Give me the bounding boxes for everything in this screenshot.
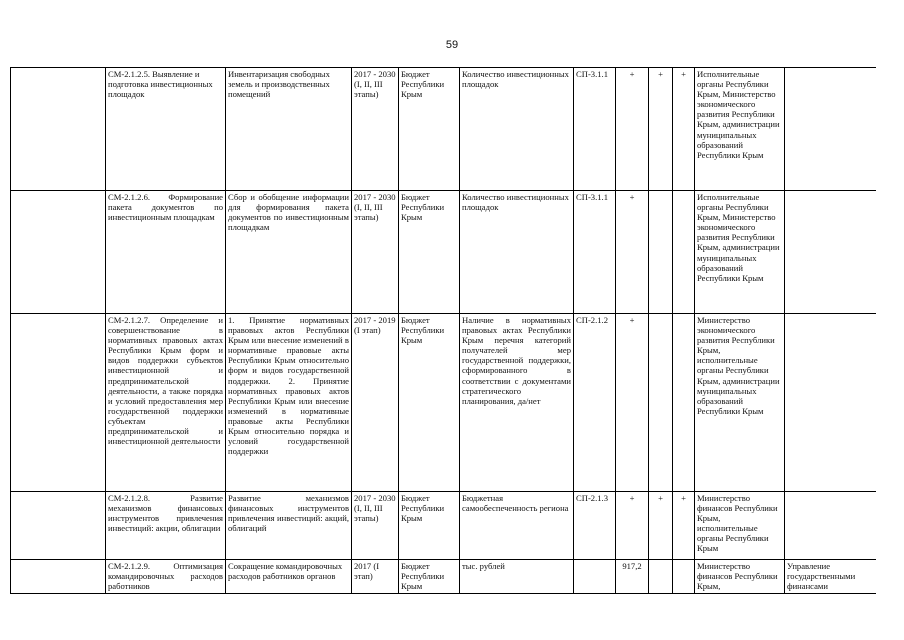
strategic-program-cell: СП-2.1.2 (574, 314, 616, 492)
funding-source-cell: Бюджет Республики Крым (399, 560, 460, 595)
table-row (11, 314, 877, 492)
measure-code-cell: СМ-2.1.2.5. Выявление и подготовка инвестиционных площадок (106, 68, 226, 191)
mark-cell-stage3 (673, 314, 695, 492)
period-cell: 2017 (I этап) (352, 560, 399, 595)
executor-cell: Исполнительные органы Республики Крым, Министерство экономического развития Республики Крым, администрации муниципальных образований Республики Крым (695, 191, 785, 314)
funding-source-cell: Бюджет Республики Крым (399, 191, 460, 314)
extra-cell: Управление государственными финансами (785, 560, 877, 595)
extra-cell (785, 68, 877, 191)
activity-cell: 1. Принятие нормативных правовых актов Республики Крым или внесение изменений в нормативные правовые акты Республики Крым относительно форм и видов государственной поддержки. 2. Принятие нормативных правовых актов Республики Крым или внесение изменений в нормативные правовые акты Республики Крым относительно порядка и условий государственной поддержки (226, 314, 352, 492)
executor-cell: Министерство финансов Республики Крым, исполнительные органы Республики Крым (695, 492, 785, 560)
page-number: 59 (445, 39, 459, 51)
document-table-wrapper (10, 67, 876, 594)
table-row (11, 560, 877, 595)
blank-cell (11, 314, 106, 492)
activity-cell: Сбор и обобщение информации для формирования пакета документов по инвестиционным площадкам (226, 191, 352, 314)
period-cell: 2017 - 2030 (I, II, III этапы) (352, 492, 399, 560)
activity-cell: Развитие механизмов финансовых инструментов привлечения инвестиций: акций, облигаций (226, 492, 352, 560)
measures-table (10, 67, 876, 594)
mark-cell-stage2 (649, 191, 673, 314)
measure-code-cell: СМ-2.1.2.7. Определение и совершенствование в нормативных правовых актах Республики Крым форм и видов поддержки субъектов инвестиционной и предпринимательской деятельности, а также порядка и условий предоставления мер государственной поддержки субъектам предпринимательской и инвестиционной деятельности (106, 314, 226, 492)
strategic-program-cell: СП-2.1.3 (574, 492, 616, 560)
measure-code-cell: СМ-2.1.2.8. Развитие механизмов финансовых инструментов привлечения инвестиций: акции, облигации (106, 492, 226, 560)
extra-cell (785, 191, 877, 314)
mark-cell-stage1: + (616, 68, 649, 191)
table-row (11, 68, 877, 191)
measure-code-cell: СМ-2.1.2.6. Формирование пакета документов по инвестиционным площадкам (106, 191, 226, 314)
indicator-cell: тыс. рублей (460, 560, 574, 595)
indicator-cell: Количество инвестиционных площадок (460, 68, 574, 191)
blank-cell (11, 191, 106, 314)
executor-cell: Министерство финансов Республики Крым, (695, 560, 785, 595)
measure-code-cell: СМ-2.1.2.9. Оптимизация командировочных расходов работников (106, 560, 226, 595)
indicator-cell: Наличие в нормативных правовых актах Республики Крым перечня категорий получателей мер государственной поддержки, сформированного в соответствии с документами стратегического планирования, да/нет (460, 314, 574, 492)
mark-cell-stage3: + (673, 492, 695, 560)
blank-cell (11, 68, 106, 191)
table-row (11, 191, 877, 314)
mark-cell-stage3: + (673, 68, 695, 191)
blank-cell (11, 492, 106, 560)
executor-cell: Министерство экономического развития Республики Крым, исполнительные органы Республики Крым, администрации муниципальных образований Республики Крым (695, 314, 785, 492)
mark-cell-stage1: + (616, 191, 649, 314)
strategic-program-cell (574, 560, 616, 595)
period-cell: 2017 - 2019 (I этап) (352, 314, 399, 492)
indicator-cell: Бюджетная самообеспеченность региона (460, 492, 574, 560)
table-row (11, 492, 877, 560)
value-cell-stage1: 917,2 (616, 560, 649, 595)
mark-cell-stage1: + (616, 314, 649, 492)
period-cell: 2017 - 2030 (I, II, III этапы) (352, 191, 399, 314)
extra-cell (785, 314, 877, 492)
mark-cell-stage1: + (616, 492, 649, 560)
activity-cell: Инвентаризация свободных земель и производственных помещений (226, 68, 352, 191)
funding-source-cell: Бюджет Республики Крым (399, 492, 460, 560)
mark-cell-stage2 (649, 314, 673, 492)
mark-cell-stage2: + (649, 492, 673, 560)
indicator-cell: Количество инвестиционных площадок (460, 191, 574, 314)
mark-cell-stage3 (673, 560, 695, 595)
period-cell: 2017 - 2030 (I, II, III этапы) (352, 68, 399, 191)
blank-cell (11, 560, 106, 595)
executor-cell: Исполнительные органы Республики Крым, Министерство экономического развития Республики Крым, администрации муниципальных образований Республики Крым (695, 68, 785, 191)
funding-source-cell: Бюджет Республики Крым (399, 314, 460, 492)
funding-source-cell: Бюджет Республики Крым (399, 68, 460, 191)
mark-cell-stage2 (649, 560, 673, 595)
mark-cell-stage2: + (649, 68, 673, 191)
strategic-program-cell: СП-3.1.1 (574, 68, 616, 191)
extra-cell (785, 492, 877, 560)
strategic-program-cell: СП-3.1.1 (574, 191, 616, 314)
mark-cell-stage3 (673, 191, 695, 314)
activity-cell: Сокращение командировочных расходов работников органов (226, 560, 352, 595)
